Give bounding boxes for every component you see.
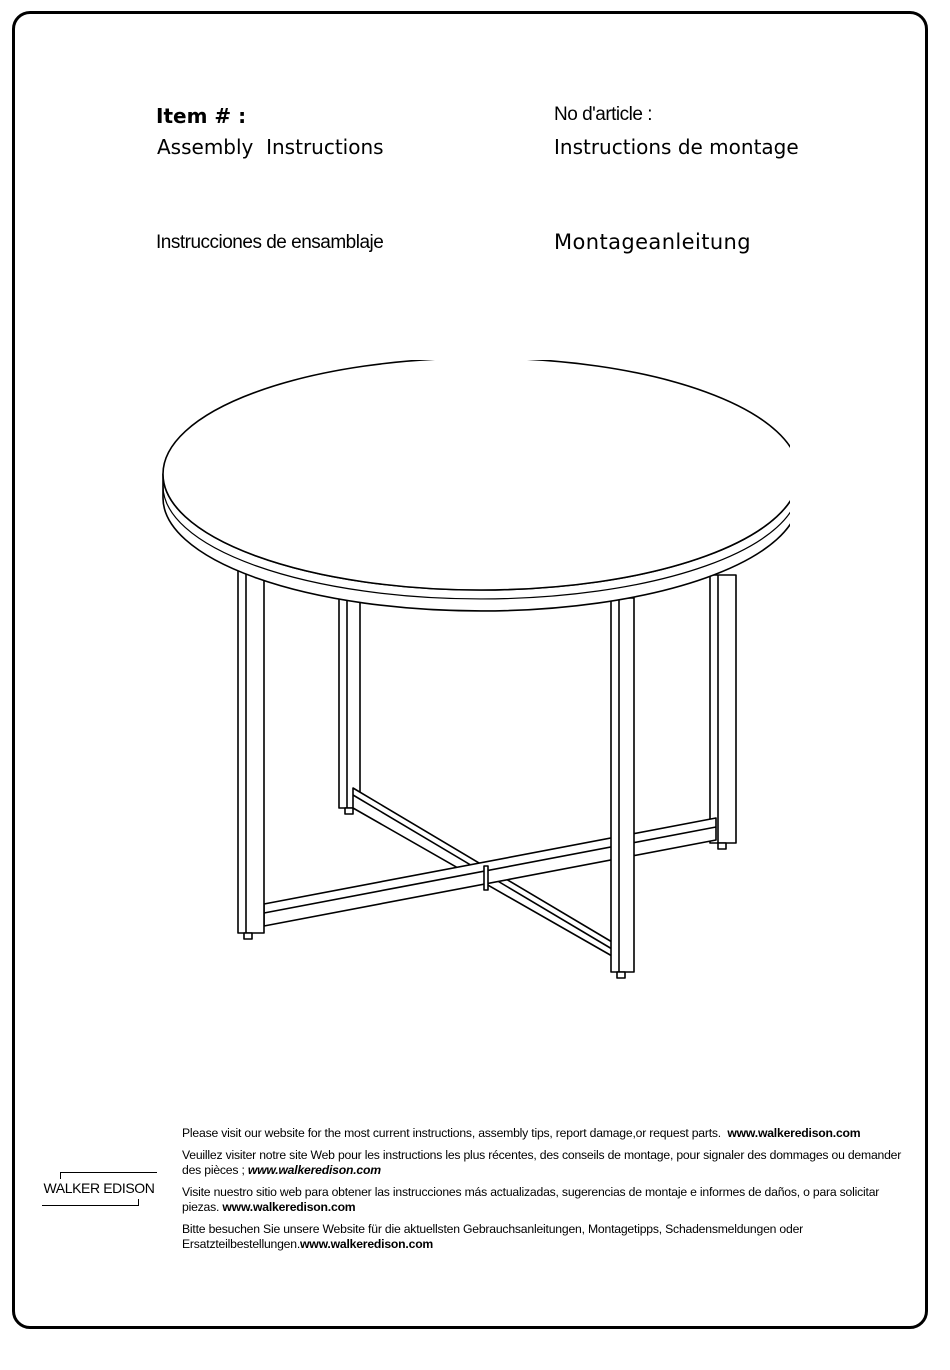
logo-brand-name: WALKER EDISON [43, 1180, 155, 1196]
website-link-en[interactable]: www.walkeredison.com [727, 1126, 861, 1140]
assembly-instructions-de: Montageanleitung [554, 230, 751, 254]
website-link-es[interactable]: www.walkeredison.com [222, 1200, 356, 1214]
back-left-leg [339, 598, 360, 808]
item-number-label: Item # : [156, 104, 247, 128]
footer-notes [182, 1126, 910, 1259]
footer-note-fr: Veuillez visiter notre site Web pour les instructions les plus récentes, des conseils de montage, pour signaler des dommages ou demander des pièces ; www.walkeredison.com [182, 1148, 905, 1177]
back-right-leg [710, 575, 736, 843]
assembly-instructions-es: Instrucciones de ensamblaje [156, 232, 384, 253]
logo-bracket-top [60, 1172, 157, 1179]
table-illustration [150, 360, 790, 980]
stretcher-b [264, 818, 716, 926]
assembly-instructions-en: Assembly Instructions [157, 135, 384, 159]
table-top [163, 360, 790, 611]
item-number-label-fr: No d'article : [554, 104, 653, 125]
footer-note-es: Visite nuestro sitio web para obtener las instrucciones más actualizadas, sugerencias de montaje e informes de daños, o para solicitar piezas. www.walkeredison.com [182, 1185, 883, 1214]
footer-note-de: Bitte besuchen Sie unsere Website für die aktuellsten Gebrauchsanleitungen, Montagetipps, Schadensmeldungen oder Ersatzteilbestellungen.www.walkeredison.com [182, 1222, 804, 1251]
assembly-instructions-fr: Instructions de montage [554, 135, 799, 159]
website-link-de[interactable]: www.walkeredison.com [300, 1237, 434, 1251]
footer-note-en: Please visit our website for the most current instructions, assembly tips, report damage,or request parts. www.walkeredison.com [182, 1126, 861, 1140]
front-left-leg [238, 565, 264, 933]
website-link-fr[interactable]: www.walkeredison.com [247, 1163, 381, 1177]
logo-bracket-bottom [42, 1199, 139, 1206]
walker-edison-logo [40, 1172, 158, 1206]
front-right-leg [611, 598, 634, 972]
